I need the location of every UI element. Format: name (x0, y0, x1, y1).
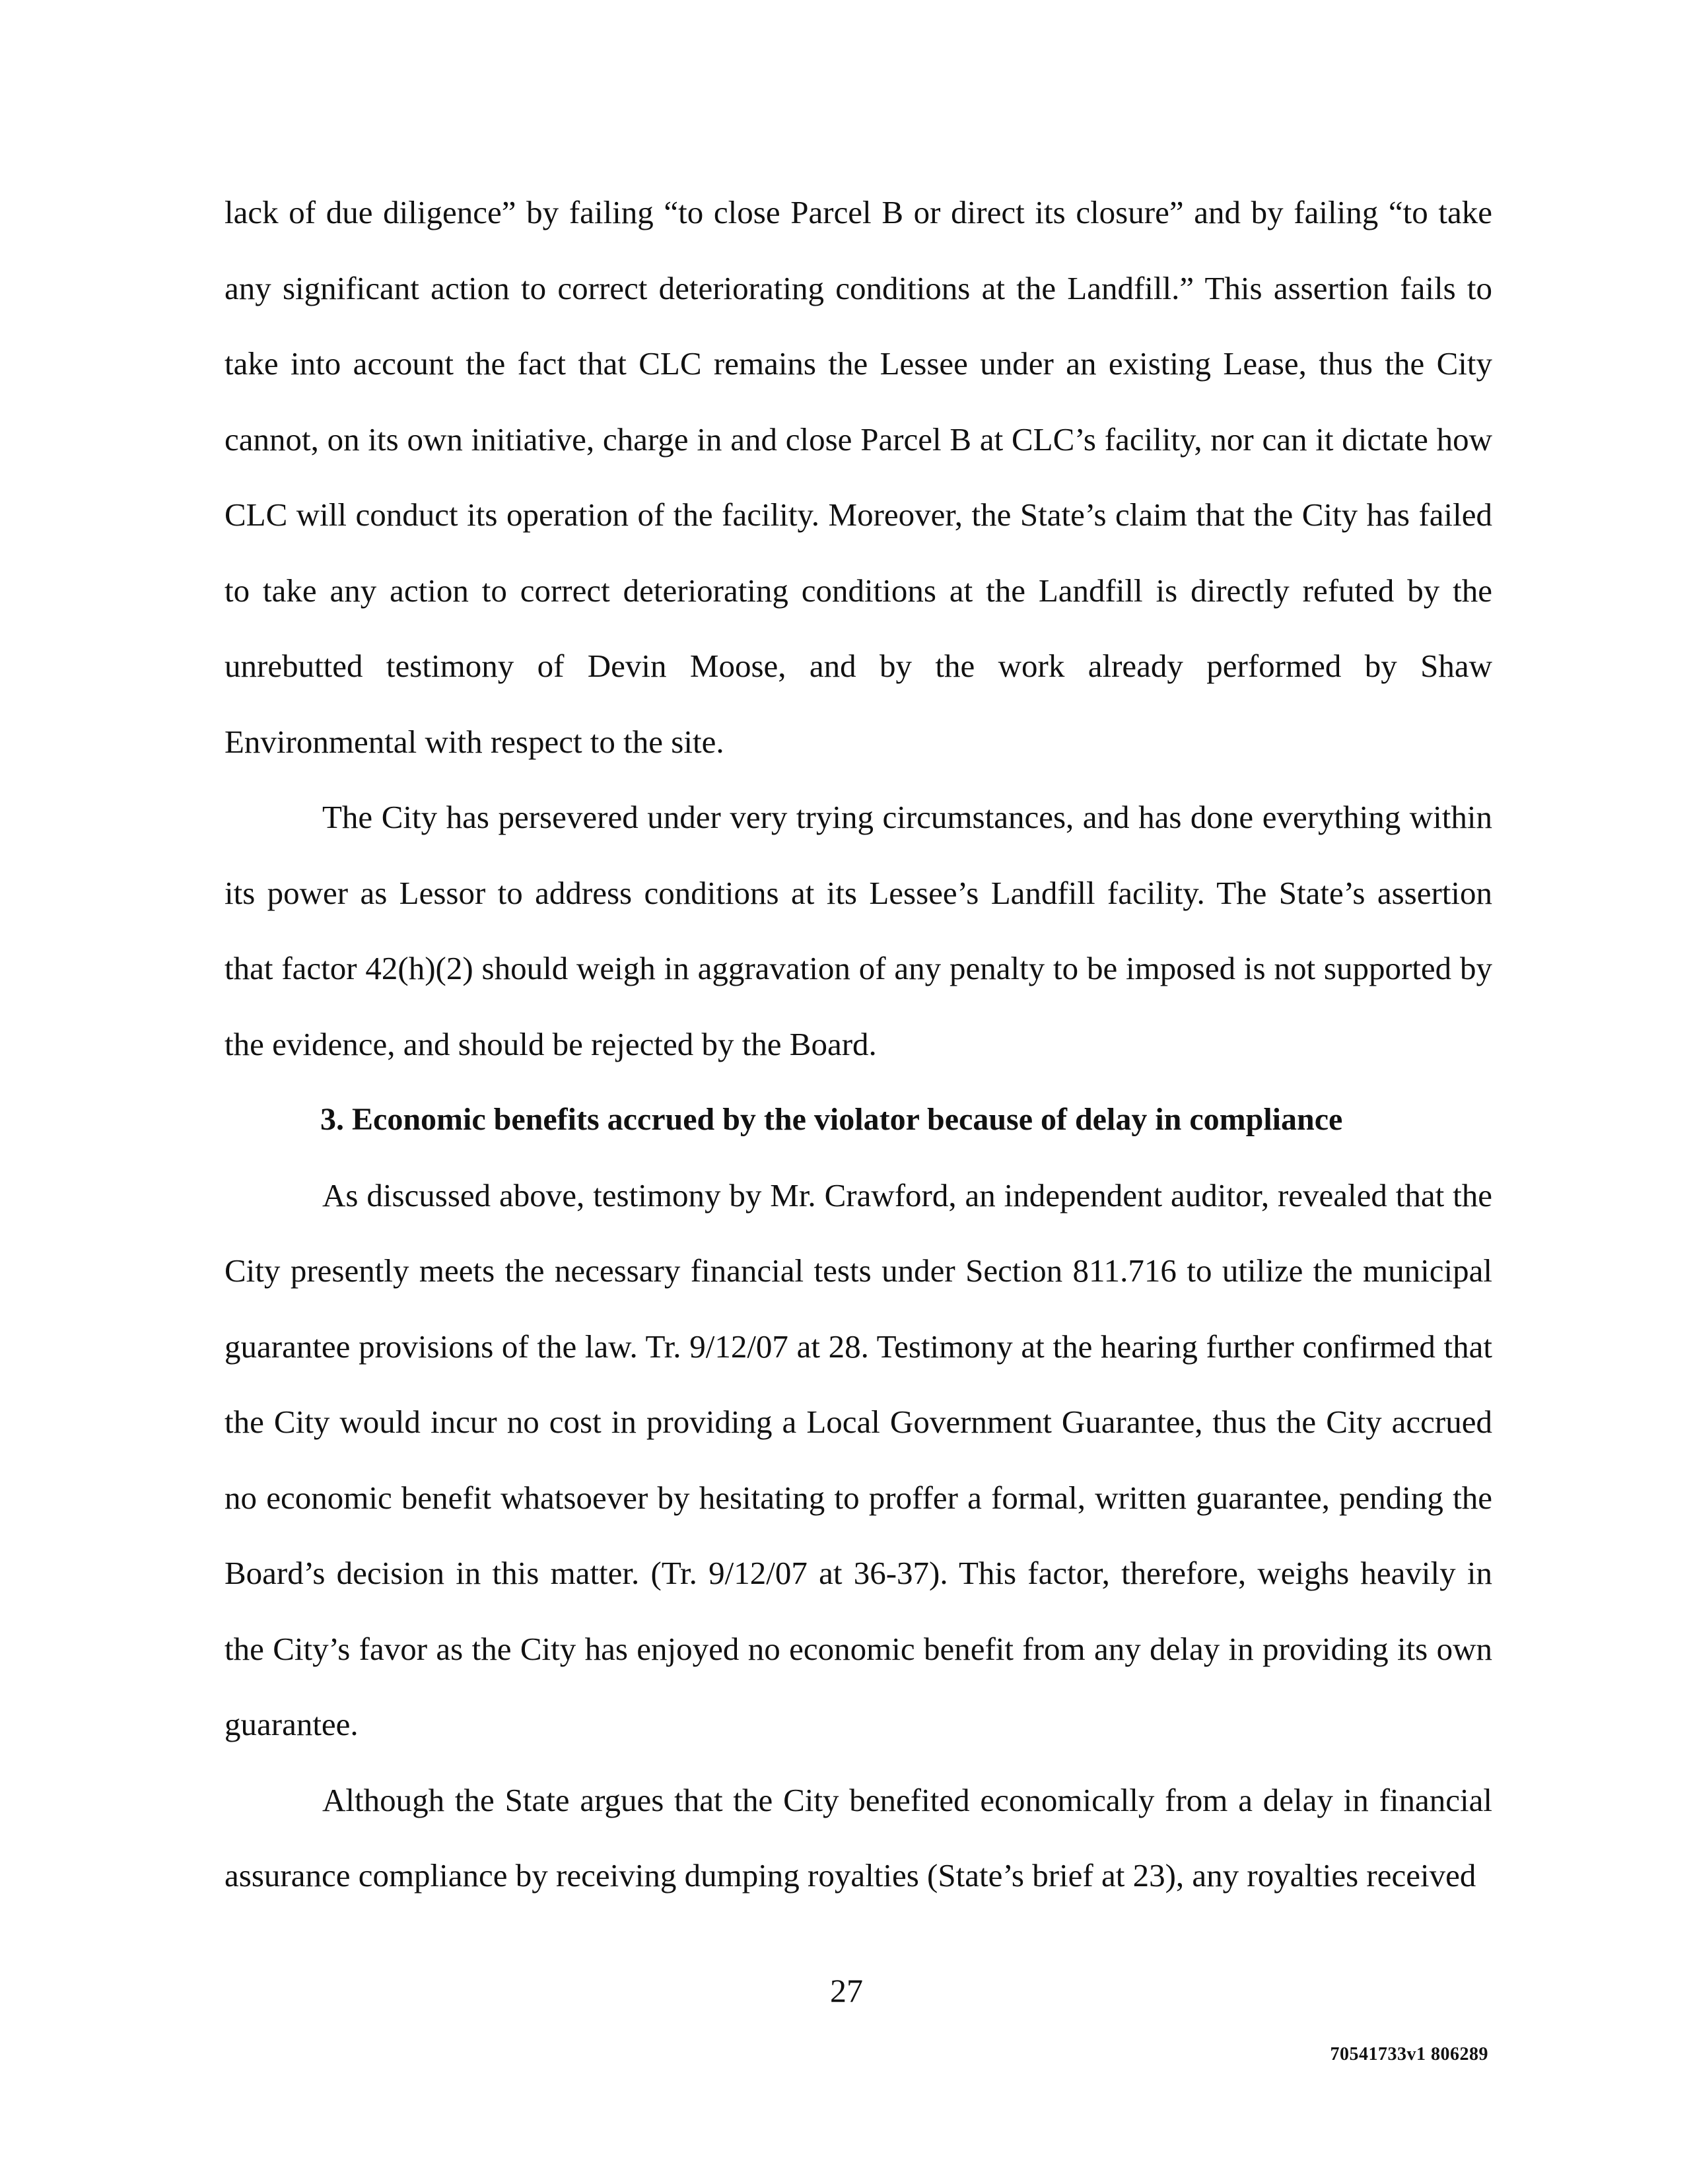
body-text (225, 175, 1492, 1914)
paragraph-royalties: Although the State argues that the City benefited economically from a delay in financial assurance compliance by receiving dumping royalties (State’s brief at 23), any royalties received (225, 1781, 1492, 1894)
paragraph-persevered: The City has persevered under very trying circumstances, and has done everything within its power as Lessor to address conditions at its Lessee’s Landfill facility. The State’s assertion that factor 42(h)(2) should weigh in aggravation of any penalty to be imposed is not supported by the evidence, and should be rejected by the Board. (225, 799, 1492, 1062)
paragraph-crawford-testimony: As discussed above, testimony by Mr. Crawford, an independent auditor, revealed that the City presently meets the necessary financial tests under Section 811.716 to utilize the municipal guarantee provisions of the law. Tr. 9/12/07 at 28. Testimony at the hearing further confirmed that the City would incur no cost in providing a Local Government Guarantee, thus the City accrued no economic benefit whatsoever by hesitating to proffer a formal, written guarantee, pending the Board’s decision in this matter. (Tr. 9/12/07 at 36-37). This factor, therefore, weighs heavily in the City’s favor as the City has enjoyed no economic benefit from any delay in providing its own guarantee. (225, 1177, 1492, 1742)
paragraph-continuation: lack of due diligence” by failing “to close Parcel B or direct its closure” and by failing “to take any significant action to correct deteriorating conditions at the Landfill.” This assertion fails to take into account the fact that CLC remains the Lessee under an existing Lease, thus the City cannot, on its own initiative, charge in and close Parcel B at CLC’s facility, nor can it dictate how CLC will conduct its operation of the facility. Moreover, the State’s claim that the City has failed to take any action to correct deteriorating conditions at the Landfill is directly refuted by the unrebutted testimony of Devin Moose, and by the work already performed by Shaw Environmental with respect to the site. (225, 194, 1492, 760)
section-heading: 3. Economic benefits accrued by the violator because of delay in compliance (320, 1102, 1343, 1137)
document-id: 70541733v1 806289 (1330, 2044, 1488, 2065)
page-number: 27 (830, 1972, 863, 2009)
